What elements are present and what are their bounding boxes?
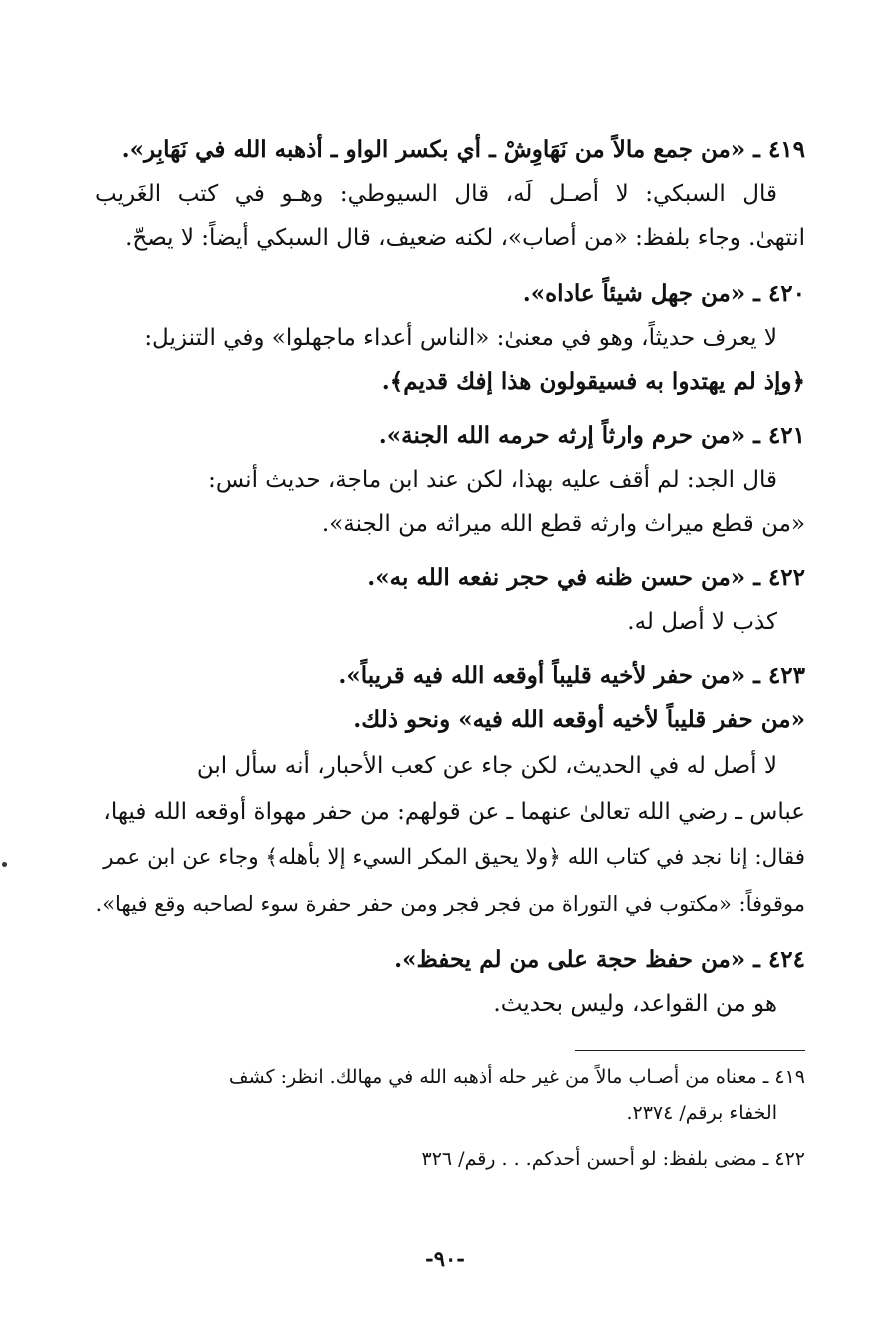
footnote-separator bbox=[575, 1050, 805, 1051]
body-line: قال الجد: لم أقف عليه بهذا، لكن عند ابن ماجة، حديث أنس: bbox=[208, 467, 777, 493]
footnote-419: ٤١٩ ـ معناه من أصـاب مالاً من غير حله أذهبه الله في مهالك. انظر: كشف bbox=[228, 1066, 805, 1088]
body-line: قال السبكي: لا أصـل لَه، قال السيوطي: وهـو في كتب الغَريب bbox=[95, 181, 777, 207]
body-line: لا أصل له في الحديث، لكن جاء عن كعب الأحبار، أنه سأل ابن bbox=[196, 753, 777, 779]
body-line: موقوفاً: «مكتوب في التوراة من فجر فجر ومن حفر حفرة سوء لصاحبه وقع فيها». bbox=[95, 892, 805, 916]
hadith-420-heading: ٤٢٠ ـ «من جهل شيئاً عاداه». bbox=[522, 280, 805, 307]
hadith-421-heading: ٤٢١ ـ «من حرم وارثاً إرثه حرمه الله الجنة». bbox=[378, 422, 805, 449]
body-line: هو من القواعد، وليس بحديث. bbox=[493, 991, 777, 1017]
body-line: كذب لا أصل له. bbox=[627, 609, 777, 635]
footnote-422: ٤٢٢ ـ مضى بلفظ: لو أحسن أحدكم. . . رقم/ ٣٢٦ bbox=[421, 1148, 805, 1170]
body-line: عباس ـ رضي الله تعالىٰ عنهما ـ عن قولهم: من حفر مهواة أوقعه الله فيها، bbox=[103, 799, 805, 825]
scan-speck bbox=[2, 862, 7, 867]
body-line: فقال: إنا نجد في كتاب الله ﴿ولا يحيق المكر السيء إلا بأهله﴾ وجاء عن ابن عمر bbox=[103, 845, 805, 870]
footnote-419-cont: الخفاء برقم/ ٢٣٧٤. bbox=[626, 1102, 777, 1124]
hadith-419-heading: ٤١٩ ـ «من جمع مالاً من نَهَاوِشْ ـ أي بكسر الواو ـ أذهبه الله في نَهَابِر». bbox=[121, 136, 805, 163]
hadith-422-heading: ٤٢٢ ـ «من حسن ظنه في حجر نفعه الله به». bbox=[367, 564, 805, 591]
hadith-423-variant: «من حفر قليباً لأخيه أوقعه الله فيه» ونحو ذلك. bbox=[353, 706, 805, 733]
page-number: -٩٠- bbox=[425, 1246, 465, 1271]
body-line: لا يعرف حديثاً، وهو في معنىٰ: «الناس أعداء ماجهلوا» وفي التنزيل: bbox=[144, 325, 777, 351]
body-line: «من قطع ميراث وارثه قطع الله ميراثه من الجنة». bbox=[321, 511, 805, 537]
hadith-424-heading: ٤٢٤ ـ «من حفظ حجة على من لم يحفظ». bbox=[394, 946, 805, 973]
quran-verse: ﴿وإذ لم يهتدوا به فسيقولون هذا إفك قديم﴾. bbox=[381, 368, 805, 395]
body-line: انتهىٰ. وجاء بلفظ: «من أصاب»، لكنه ضعيف، قال السبكي أيضاً: لا يصحّ. bbox=[125, 225, 805, 251]
hadith-423-heading: ٤٢٣ ـ «من حفر لأخيه قليباً أوقعه الله فيه قريباً». bbox=[338, 662, 805, 689]
book-page bbox=[95, 118, 805, 1298]
